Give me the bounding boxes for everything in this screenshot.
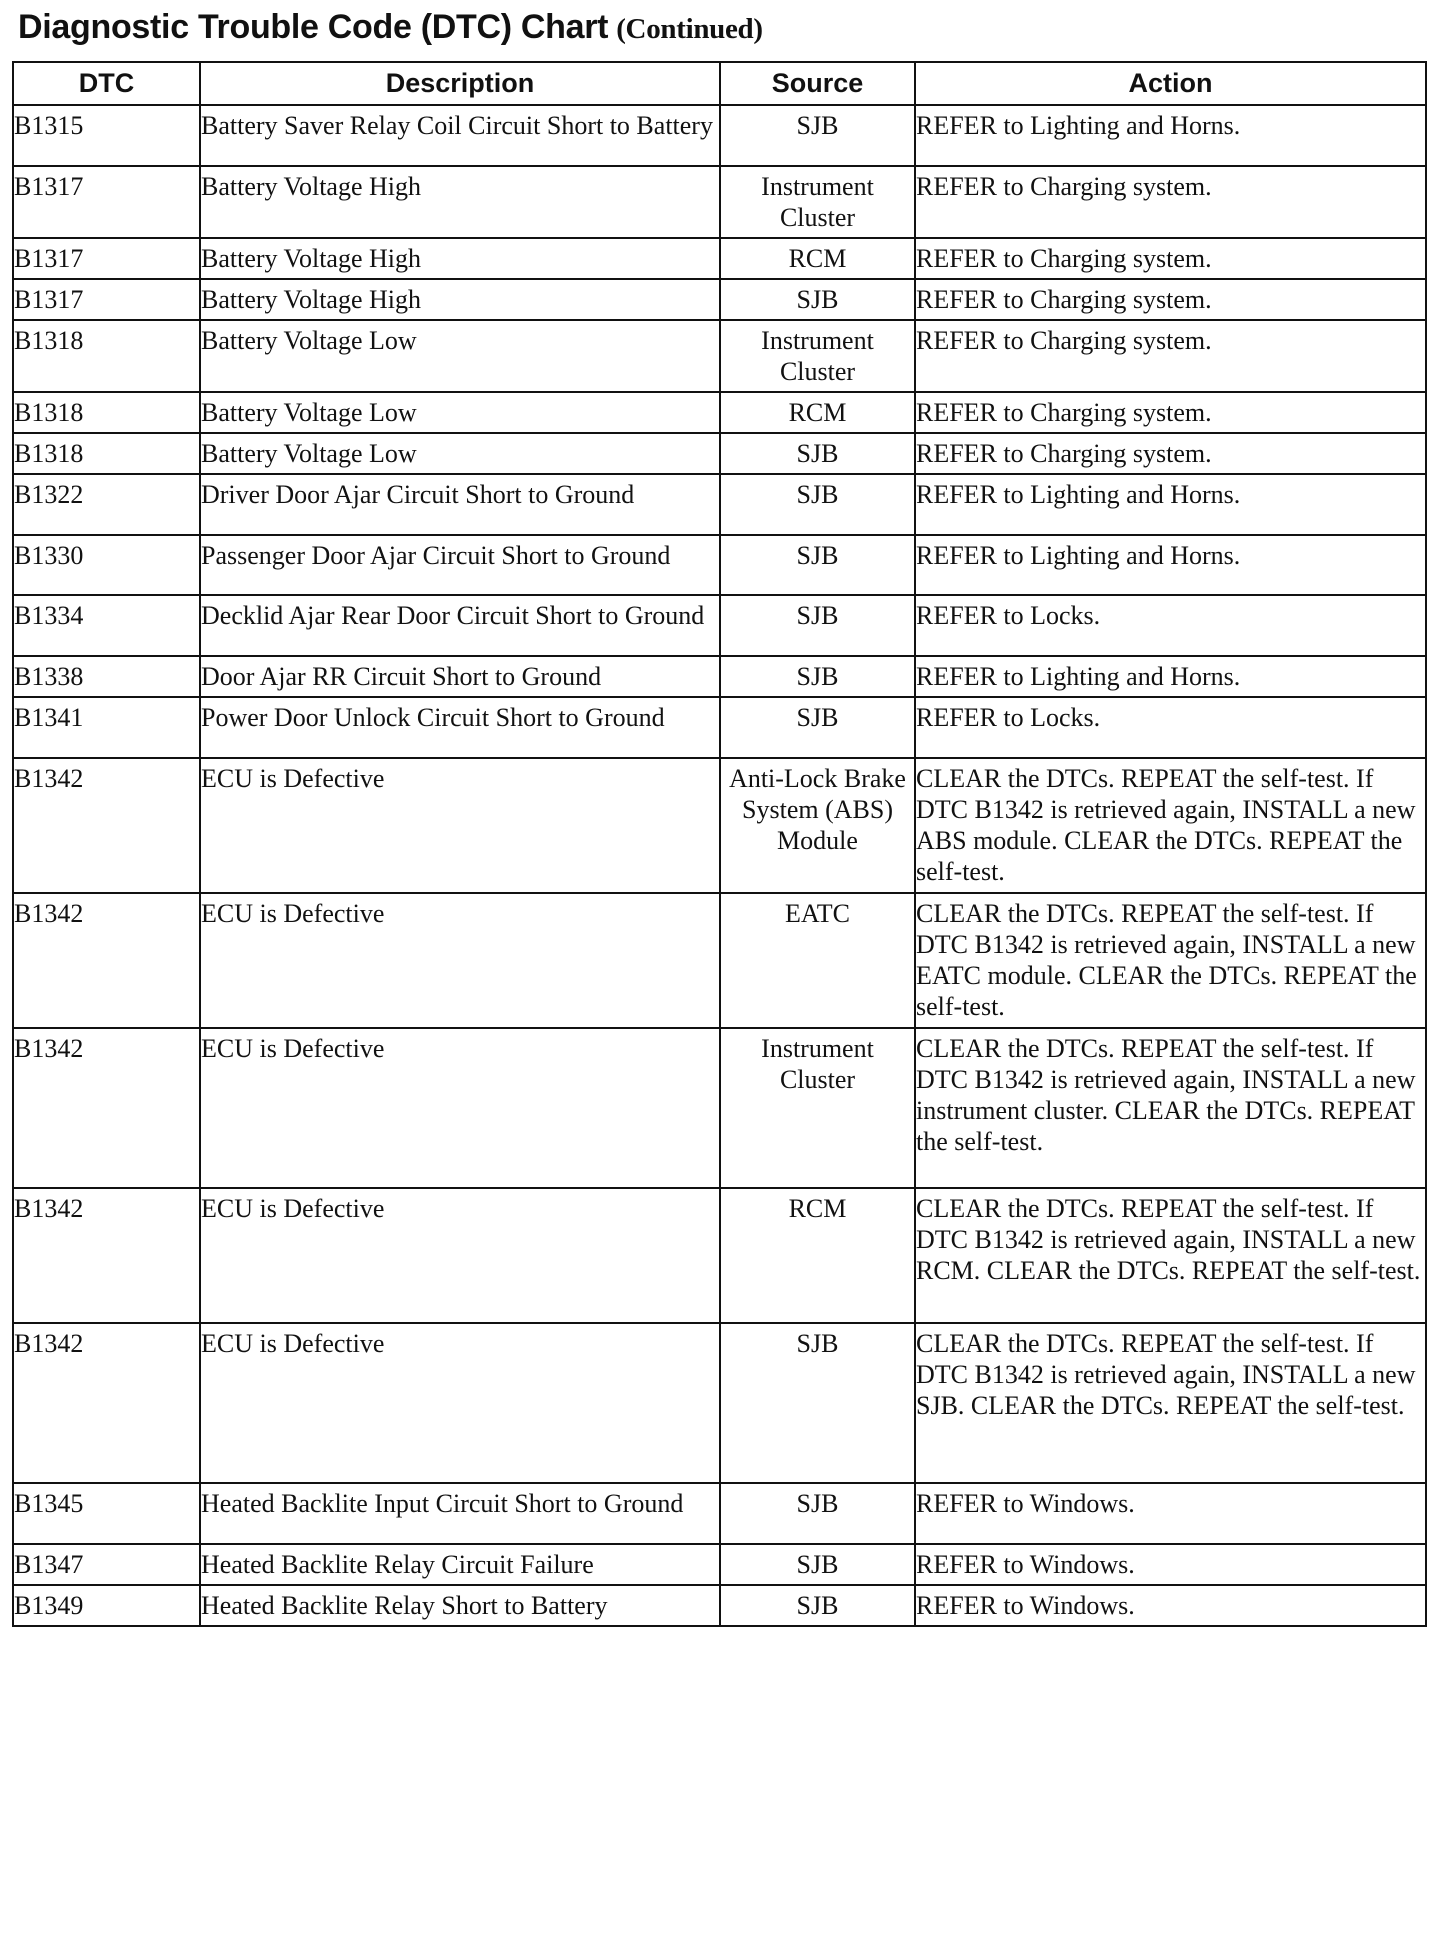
cell-dtc: B1318 bbox=[13, 320, 200, 392]
cell-dtc: B1342 bbox=[13, 1323, 200, 1483]
cell-description: Battery Voltage Low bbox=[200, 392, 720, 433]
cell-source: Instrument Cluster bbox=[720, 320, 915, 392]
cell-action: CLEAR the DTCs. REPEAT the self-test. If DTC B1342 is retrieved again, INSTALL a new SJB. CLEAR the DTCs. REPEAT the self-test. bbox=[915, 1323, 1426, 1483]
page-title bbox=[18, 8, 763, 47]
table-row bbox=[13, 1585, 1426, 1626]
cell-dtc: B1338 bbox=[13, 656, 200, 697]
cell-dtc: B1318 bbox=[13, 433, 200, 474]
cell-dtc: B1317 bbox=[13, 166, 200, 238]
table-row bbox=[13, 166, 1426, 238]
table-row bbox=[13, 1028, 1426, 1188]
cell-action: REFER to Windows. bbox=[915, 1483, 1426, 1544]
cell-description: Battery Voltage Low bbox=[200, 433, 720, 474]
cell-description: Battery Voltage High bbox=[200, 279, 720, 320]
cell-dtc: B1334 bbox=[13, 595, 200, 656]
table-row bbox=[13, 656, 1426, 697]
cell-description: Driver Door Ajar Circuit Short to Ground bbox=[200, 474, 720, 535]
cell-source: SJB bbox=[720, 474, 915, 535]
cell-source: Instrument Cluster bbox=[720, 1028, 915, 1188]
table-row bbox=[13, 1323, 1426, 1483]
cell-source: RCM bbox=[720, 392, 915, 433]
cell-action: REFER to Lighting and Horns. bbox=[915, 474, 1426, 535]
cell-action: REFER to Locks. bbox=[915, 697, 1426, 758]
cell-dtc: B1342 bbox=[13, 1188, 200, 1323]
table-row bbox=[13, 1483, 1426, 1544]
cell-dtc: B1342 bbox=[13, 893, 200, 1028]
cell-description: Power Door Unlock Circuit Short to Ground bbox=[200, 697, 720, 758]
cell-source: SJB bbox=[720, 656, 915, 697]
cell-description: ECU is Defective bbox=[200, 1323, 720, 1483]
cell-source: SJB bbox=[720, 279, 915, 320]
cell-action: REFER to Charging system. bbox=[915, 392, 1426, 433]
cell-source: EATC bbox=[720, 893, 915, 1028]
cell-description: Door Ajar RR Circuit Short to Ground bbox=[200, 656, 720, 697]
table-body bbox=[13, 105, 1426, 1626]
column-header-description: Description bbox=[200, 62, 720, 105]
cell-action: REFER to Charging system. bbox=[915, 433, 1426, 474]
cell-description: Heated Backlite Relay Short to Battery bbox=[200, 1585, 720, 1626]
cell-dtc: B1347 bbox=[13, 1544, 200, 1585]
table-row bbox=[13, 535, 1426, 595]
table-row bbox=[13, 474, 1426, 535]
cell-source: RCM bbox=[720, 238, 915, 279]
cell-action: REFER to Windows. bbox=[915, 1585, 1426, 1626]
cell-source: SJB bbox=[720, 433, 915, 474]
cell-action: CLEAR the DTCs. REPEAT the self-test. If DTC B1342 is retrieved again, INSTALL a new RCM. CLEAR the DTCs. REPEAT the self-test. bbox=[915, 1188, 1426, 1323]
cell-source: Instrument Cluster bbox=[720, 166, 915, 238]
cell-description: Heated Backlite Relay Circuit Failure bbox=[200, 1544, 720, 1585]
cell-description: ECU is Defective bbox=[200, 758, 720, 893]
cell-source: SJB bbox=[720, 1483, 915, 1544]
cell-dtc: B1341 bbox=[13, 697, 200, 758]
cell-source: SJB bbox=[720, 1323, 915, 1483]
table-row bbox=[13, 595, 1426, 656]
cell-description: ECU is Defective bbox=[200, 893, 720, 1028]
table-row bbox=[13, 279, 1426, 320]
table-row bbox=[13, 320, 1426, 392]
cell-dtc: B1322 bbox=[13, 474, 200, 535]
cell-action: CLEAR the DTCs. REPEAT the self-test. If DTC B1342 is retrieved again, INSTALL a new ABS module. CLEAR the DTCs. REPEAT the self-test. bbox=[915, 758, 1426, 893]
cell-action: CLEAR the DTCs. REPEAT the self-test. If DTC B1342 is retrieved again, INSTALL a new EATC module. CLEAR the DTCs. REPEAT the self-test. bbox=[915, 893, 1426, 1028]
table-row bbox=[13, 433, 1426, 474]
cell-dtc: B1317 bbox=[13, 279, 200, 320]
cell-action: REFER to Charging system. bbox=[915, 166, 1426, 238]
table-row bbox=[13, 697, 1426, 758]
cell-source: SJB bbox=[720, 1544, 915, 1585]
cell-source: SJB bbox=[720, 105, 915, 166]
table-row bbox=[13, 758, 1426, 893]
table-header-row bbox=[13, 62, 1426, 105]
cell-action: REFER to Lighting and Horns. bbox=[915, 105, 1426, 166]
cell-action: REFER to Lighting and Horns. bbox=[915, 535, 1426, 595]
cell-source: SJB bbox=[720, 697, 915, 758]
table-row bbox=[13, 105, 1426, 166]
cell-source: SJB bbox=[720, 595, 915, 656]
cell-dtc: B1315 bbox=[13, 105, 200, 166]
cell-dtc: B1330 bbox=[13, 535, 200, 595]
cell-dtc: B1317 bbox=[13, 238, 200, 279]
cell-source: Anti-Lock Brake System (ABS) Module bbox=[720, 758, 915, 893]
cell-description: ECU is Defective bbox=[200, 1188, 720, 1323]
cell-action: REFER to Charging system. bbox=[915, 320, 1426, 392]
cell-action: REFER to Charging system. bbox=[915, 238, 1426, 279]
cell-description: Battery Saver Relay Coil Circuit Short to Battery bbox=[200, 105, 720, 166]
cell-dtc: B1342 bbox=[13, 1028, 200, 1188]
table-row bbox=[13, 893, 1426, 1028]
cell-action: REFER to Windows. bbox=[915, 1544, 1426, 1585]
cell-action: CLEAR the DTCs. REPEAT the self-test. If DTC B1342 is retrieved again, INSTALL a new instrument cluster. CLEAR the DTCs. REPEAT the self-test. bbox=[915, 1028, 1426, 1188]
cell-dtc: B1345 bbox=[13, 1483, 200, 1544]
cell-dtc: B1349 bbox=[13, 1585, 200, 1626]
cell-description: ECU is Defective bbox=[200, 1028, 720, 1188]
cell-description: Passenger Door Ajar Circuit Short to Ground bbox=[200, 535, 720, 595]
cell-description: Heated Backlite Input Circuit Short to Ground bbox=[200, 1483, 720, 1544]
cell-source: SJB bbox=[720, 1585, 915, 1626]
page-title-text: Diagnostic Trouble Code (DTC) Chart bbox=[18, 8, 609, 46]
cell-dtc: B1318 bbox=[13, 392, 200, 433]
column-header-action: Action bbox=[915, 62, 1426, 105]
cell-description: Battery Voltage High bbox=[200, 166, 720, 238]
cell-action: REFER to Locks. bbox=[915, 595, 1426, 656]
column-header-source: Source bbox=[720, 62, 915, 105]
table-row bbox=[13, 1188, 1426, 1323]
cell-description: Battery Voltage High bbox=[200, 238, 720, 279]
cell-source: RCM bbox=[720, 1188, 915, 1323]
cell-action: REFER to Charging system. bbox=[915, 279, 1426, 320]
table-row bbox=[13, 1544, 1426, 1585]
table-row bbox=[13, 392, 1426, 433]
cell-description: Battery Voltage Low bbox=[200, 320, 720, 392]
cell-source: SJB bbox=[720, 535, 915, 595]
cell-action: REFER to Lighting and Horns. bbox=[915, 656, 1426, 697]
cell-description: Decklid Ajar Rear Door Circuit Short to Ground bbox=[200, 595, 720, 656]
column-header-dtc: DTC bbox=[13, 62, 200, 105]
cell-dtc: B1342 bbox=[13, 758, 200, 893]
table-row bbox=[13, 238, 1426, 279]
page-title-suffix: (Continued) bbox=[616, 13, 763, 45]
dtc-table bbox=[12, 61, 1427, 1627]
